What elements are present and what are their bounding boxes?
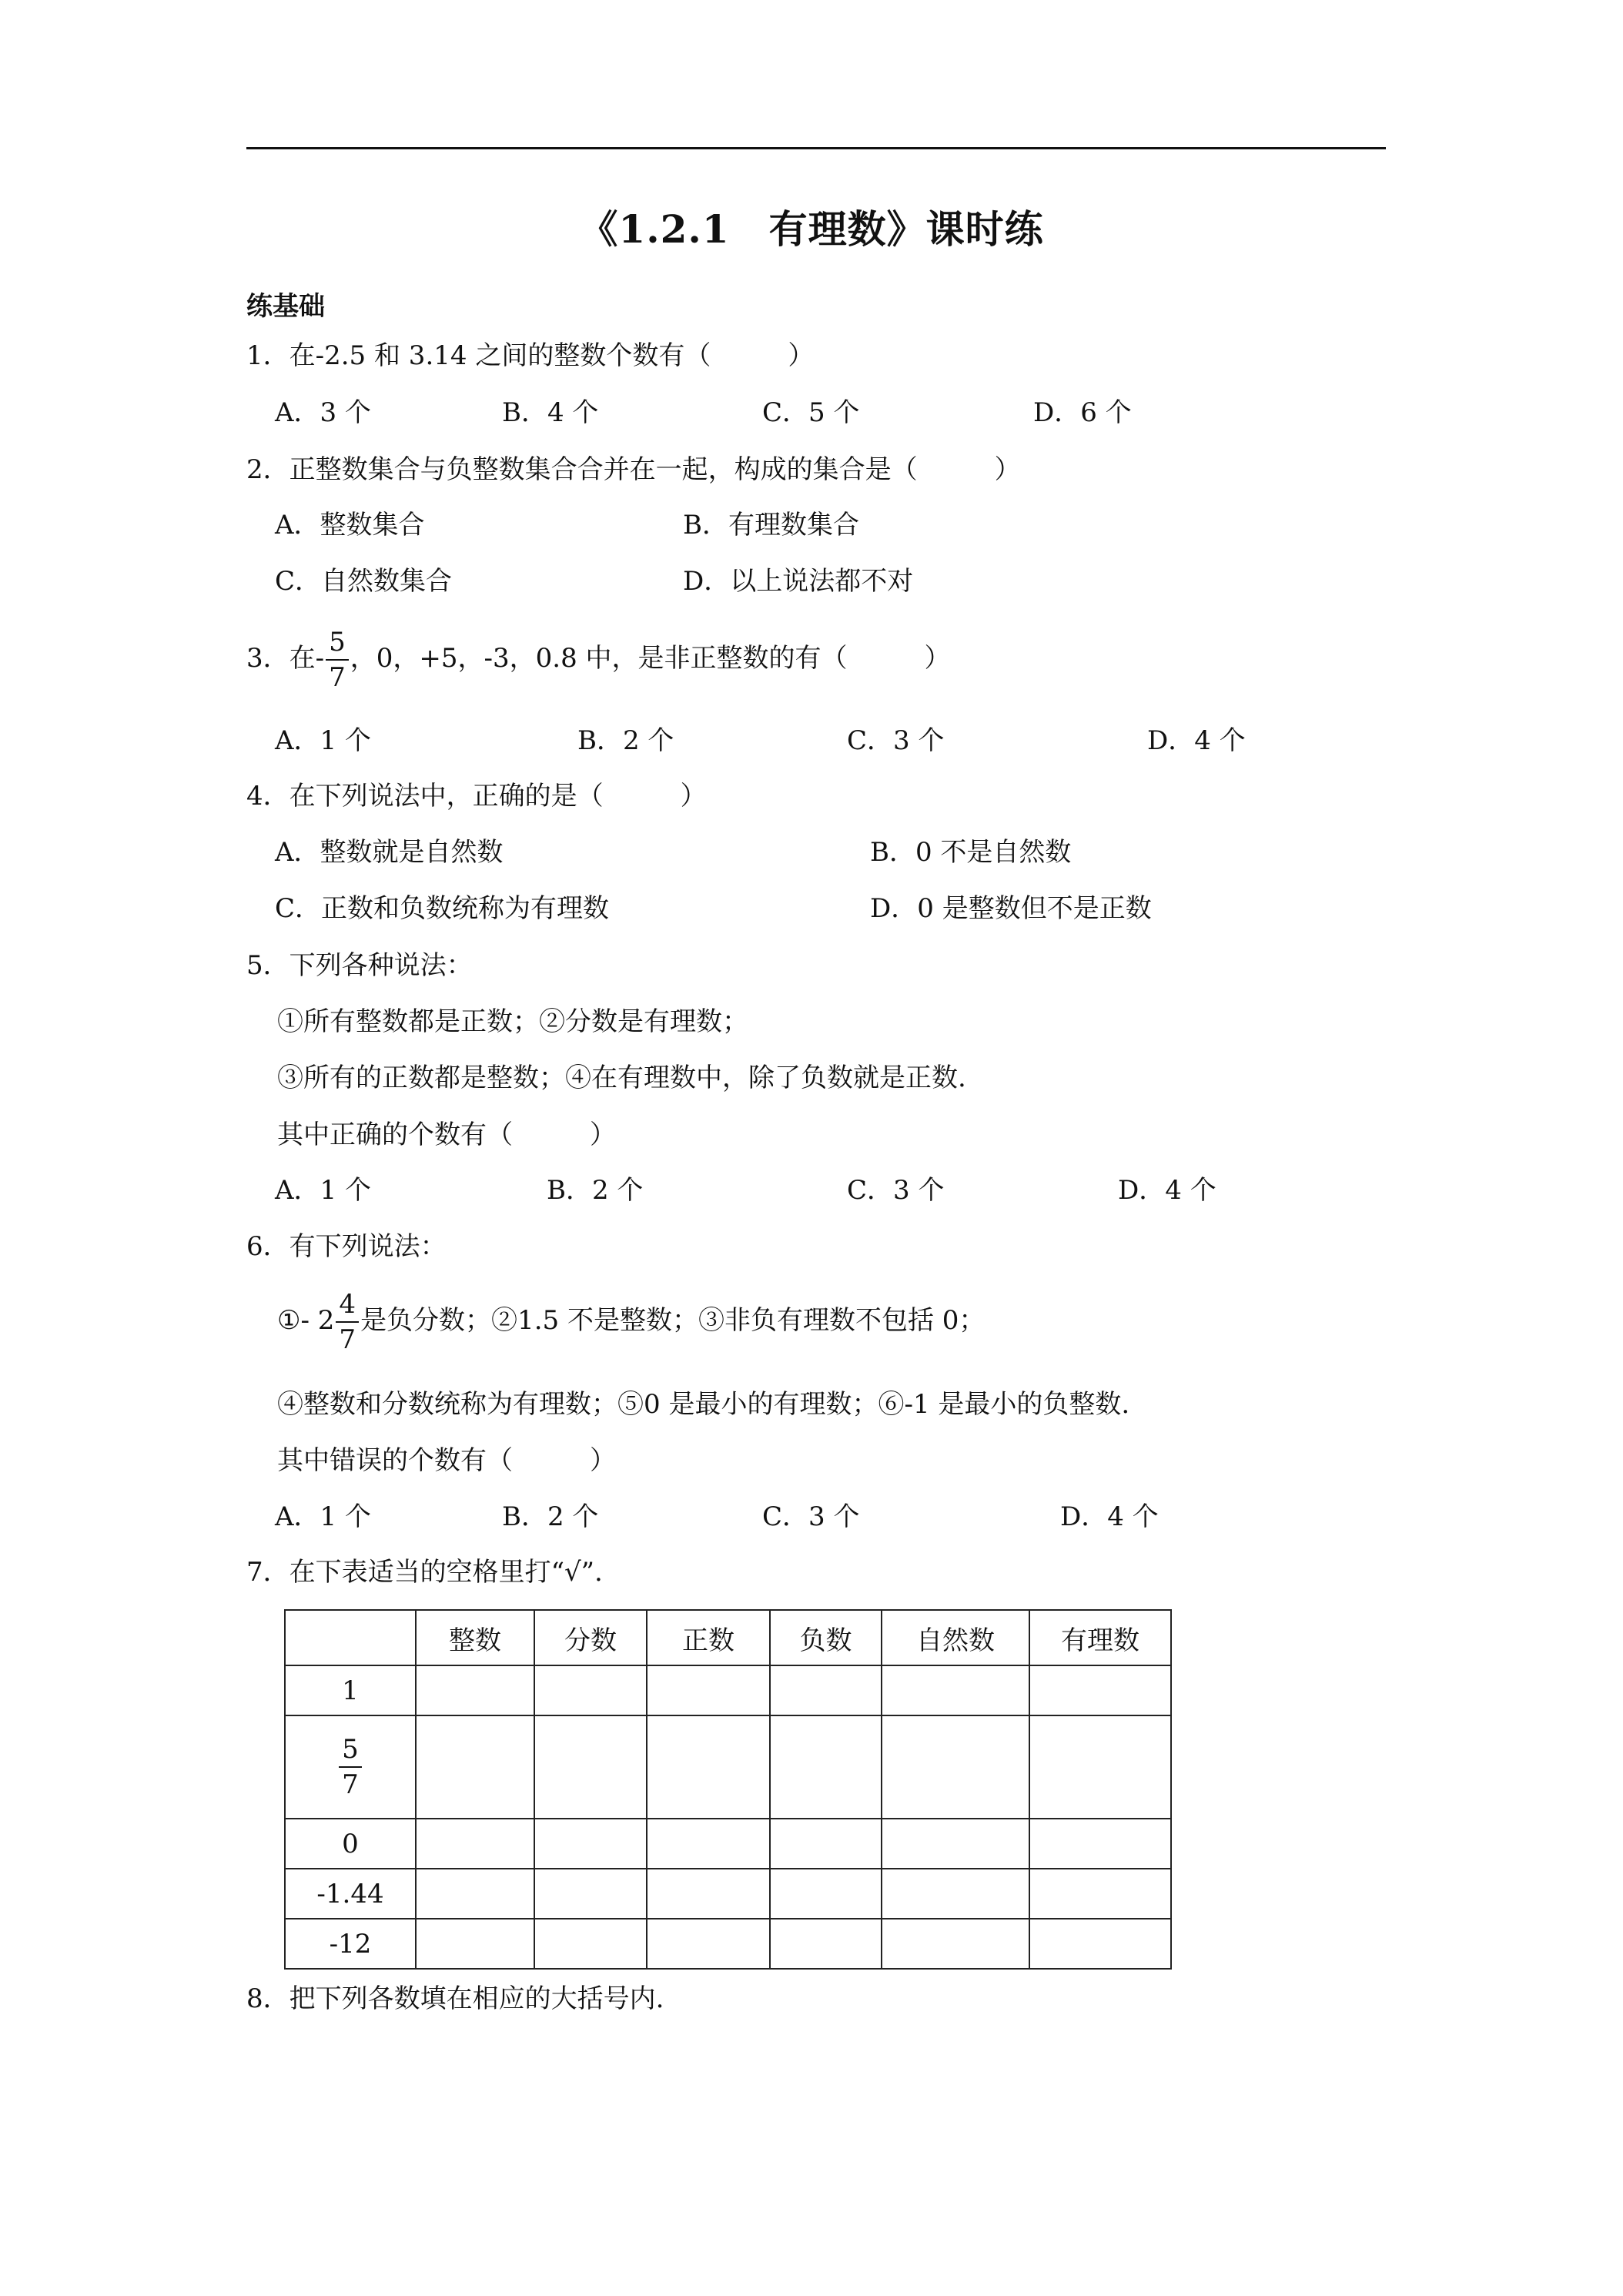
row-label-neg-1-44: -1.44 — [285, 1869, 416, 1919]
q6-option-c[interactable]: C．3 个 — [762, 1501, 860, 1532]
table-cell[interactable] — [1029, 1919, 1171, 1969]
table-row — [285, 1715, 1171, 1819]
q6-option-d[interactable]: D．4 个 — [1060, 1501, 1159, 1532]
table-cell[interactable] — [770, 1869, 882, 1919]
q2-option-d[interactable]: D．以上说法都不对 — [683, 566, 914, 597]
question-7-stem: 7．在下表适当的空格里打“√”. — [246, 1557, 603, 1588]
table-cell[interactable] — [1029, 1715, 1171, 1819]
table-cell[interactable] — [647, 1819, 770, 1869]
page-title: 《1.2.1 有理数》课时练 — [579, 206, 1044, 252]
fraction-five-sevenths-row: $\frac{5}{7}$ — [339, 1736, 362, 1798]
q4-option-c[interactable]: C．正数和负数统称为有理数 — [275, 893, 610, 924]
q6-statement-line-1: ①- 2 $\frac{4}{7}$ 是负分数；②1.5 不是整数；③非负有理数不包括 0； — [277, 1289, 986, 1355]
table-cell[interactable] — [416, 1665, 534, 1715]
table-cell[interactable] — [534, 1715, 647, 1819]
table-cell[interactable] — [882, 1819, 1029, 1869]
table-cell[interactable] — [770, 1665, 882, 1715]
q2-option-c[interactable]: C．自然数集合 — [275, 566, 453, 597]
question-8-stem: 8．把下列各数填在相应的大括号内. — [246, 1983, 664, 2014]
q5-prompt: 其中正确的个数有（ ） — [277, 1120, 616, 1150]
table-row — [285, 1869, 1171, 1919]
table-cell[interactable] — [882, 1919, 1029, 1969]
q5-statement-line-2: ③所有的正数都是整数；④在有理数中，除了负数就是正数. — [277, 1063, 966, 1093]
table-cell[interactable] — [770, 1819, 882, 1869]
q1-option-c[interactable]: C．5 个 — [762, 397, 860, 428]
fraction-four-sevenths: $\frac{4}{7}$ — [336, 1291, 359, 1353]
table-cell[interactable] — [647, 1919, 770, 1969]
table-cell[interactable] — [534, 1665, 647, 1715]
table-corner-cell — [285, 1610, 416, 1665]
q3-option-b[interactable]: B．2 个 — [577, 725, 674, 756]
q5-option-d[interactable]: D．4 个 — [1118, 1175, 1216, 1206]
header-rational: 有理数 — [1029, 1610, 1171, 1665]
q4-option-b[interactable]: B．0 不是自然数 — [870, 837, 1072, 868]
q2-option-b[interactable]: B．有理数集合 — [683, 510, 859, 541]
q6-statement-line-2: ④整数和分数统称为有理数；⑤0 是最小的有理数；⑥-1 是最小的负整数. — [277, 1389, 1130, 1420]
q3-option-d[interactable]: D．4 个 — [1147, 725, 1246, 756]
table-cell[interactable] — [534, 1869, 647, 1919]
q6-option-b[interactable]: B．2 个 — [502, 1501, 599, 1532]
table-cell[interactable] — [416, 1919, 534, 1969]
q2-option-a[interactable]: A．整数集合 — [275, 510, 425, 541]
table-row — [285, 1819, 1171, 1869]
table-cell[interactable] — [882, 1715, 1029, 1819]
question-3-stem: 3．在- $\frac{5}{7}$ ，0，+5，-3，0.8 中，是非正整数的有（ ） — [246, 627, 951, 693]
table-cell[interactable] — [770, 1715, 882, 1819]
q5-statement-line-1: ①所有整数都是正数；②分数是有理数； — [277, 1006, 748, 1037]
q3-option-a[interactable]: A．1 个 — [275, 725, 371, 756]
header-negative: 负数 — [770, 1610, 882, 1665]
question-2-stem: 2．正整数集合与负整数集合合并在一起，构成的集合是（ ） — [246, 454, 1021, 485]
q5-option-c[interactable]: C．3 个 — [847, 1175, 945, 1206]
table-cell[interactable] — [647, 1665, 770, 1715]
q5-option-b[interactable]: B．2 个 — [547, 1175, 644, 1206]
header-positive: 正数 — [647, 1610, 770, 1665]
classification-table — [284, 1609, 1172, 1970]
q4-option-a[interactable]: A．整数就是自然数 — [275, 837, 504, 868]
table-header-row — [285, 1610, 1171, 1665]
q5-option-a[interactable]: A．1 个 — [275, 1175, 371, 1206]
question-1-stem: 1．在-2.5 和 3.14 之间的整数个数有（ ） — [246, 340, 815, 371]
table-row — [285, 1919, 1171, 1969]
q1-option-b[interactable]: B．4 个 — [502, 397, 599, 428]
table-cell[interactable] — [1029, 1819, 1171, 1869]
header-natural: 自然数 — [882, 1610, 1029, 1665]
table-cell[interactable] — [416, 1869, 534, 1919]
question-5-stem: 5．下列各种说法： — [246, 950, 473, 981]
row-label-5-7 — [285, 1715, 416, 1819]
q6-option-a[interactable]: A．1 个 — [275, 1501, 371, 1532]
table-cell[interactable] — [416, 1715, 534, 1819]
table-cell[interactable] — [770, 1919, 882, 1969]
header-integer: 整数 — [416, 1610, 534, 1665]
table-cell[interactable] — [1029, 1869, 1171, 1919]
q4-option-d[interactable]: D．0 是整数但不是正数 — [870, 893, 1152, 924]
row-label-0: 0 — [285, 1819, 416, 1869]
table-cell[interactable] — [534, 1819, 647, 1869]
table-cell[interactable] — [534, 1919, 647, 1969]
section-heading: 练基础 — [246, 291, 325, 322]
table-cell[interactable] — [882, 1665, 1029, 1715]
table-cell[interactable] — [647, 1869, 770, 1919]
row-label-neg-12: -12 — [285, 1919, 416, 1969]
table-cell[interactable] — [1029, 1665, 1171, 1715]
question-6-stem: 6．有下列说法： — [246, 1231, 447, 1262]
header-fraction: 分数 — [534, 1610, 647, 1665]
question-4-stem: 4．在下列说法中，正确的是（ ） — [246, 781, 707, 812]
q1-option-d[interactable]: D．6 个 — [1033, 397, 1132, 428]
header-rule — [246, 147, 1386, 149]
q6-prompt: 其中错误的个数有（ ） — [277, 1445, 616, 1476]
table-cell[interactable] — [416, 1819, 534, 1869]
row-label-1: 1 — [285, 1665, 416, 1715]
q3-option-c[interactable]: C．3 个 — [847, 725, 945, 756]
table-cell[interactable] — [647, 1715, 770, 1819]
q1-option-a[interactable]: A．3 个 — [275, 397, 371, 428]
table-cell[interactable] — [882, 1869, 1029, 1919]
table-row — [285, 1665, 1171, 1715]
fraction-five-sevenths: $\frac{5}{7}$ — [326, 629, 349, 691]
